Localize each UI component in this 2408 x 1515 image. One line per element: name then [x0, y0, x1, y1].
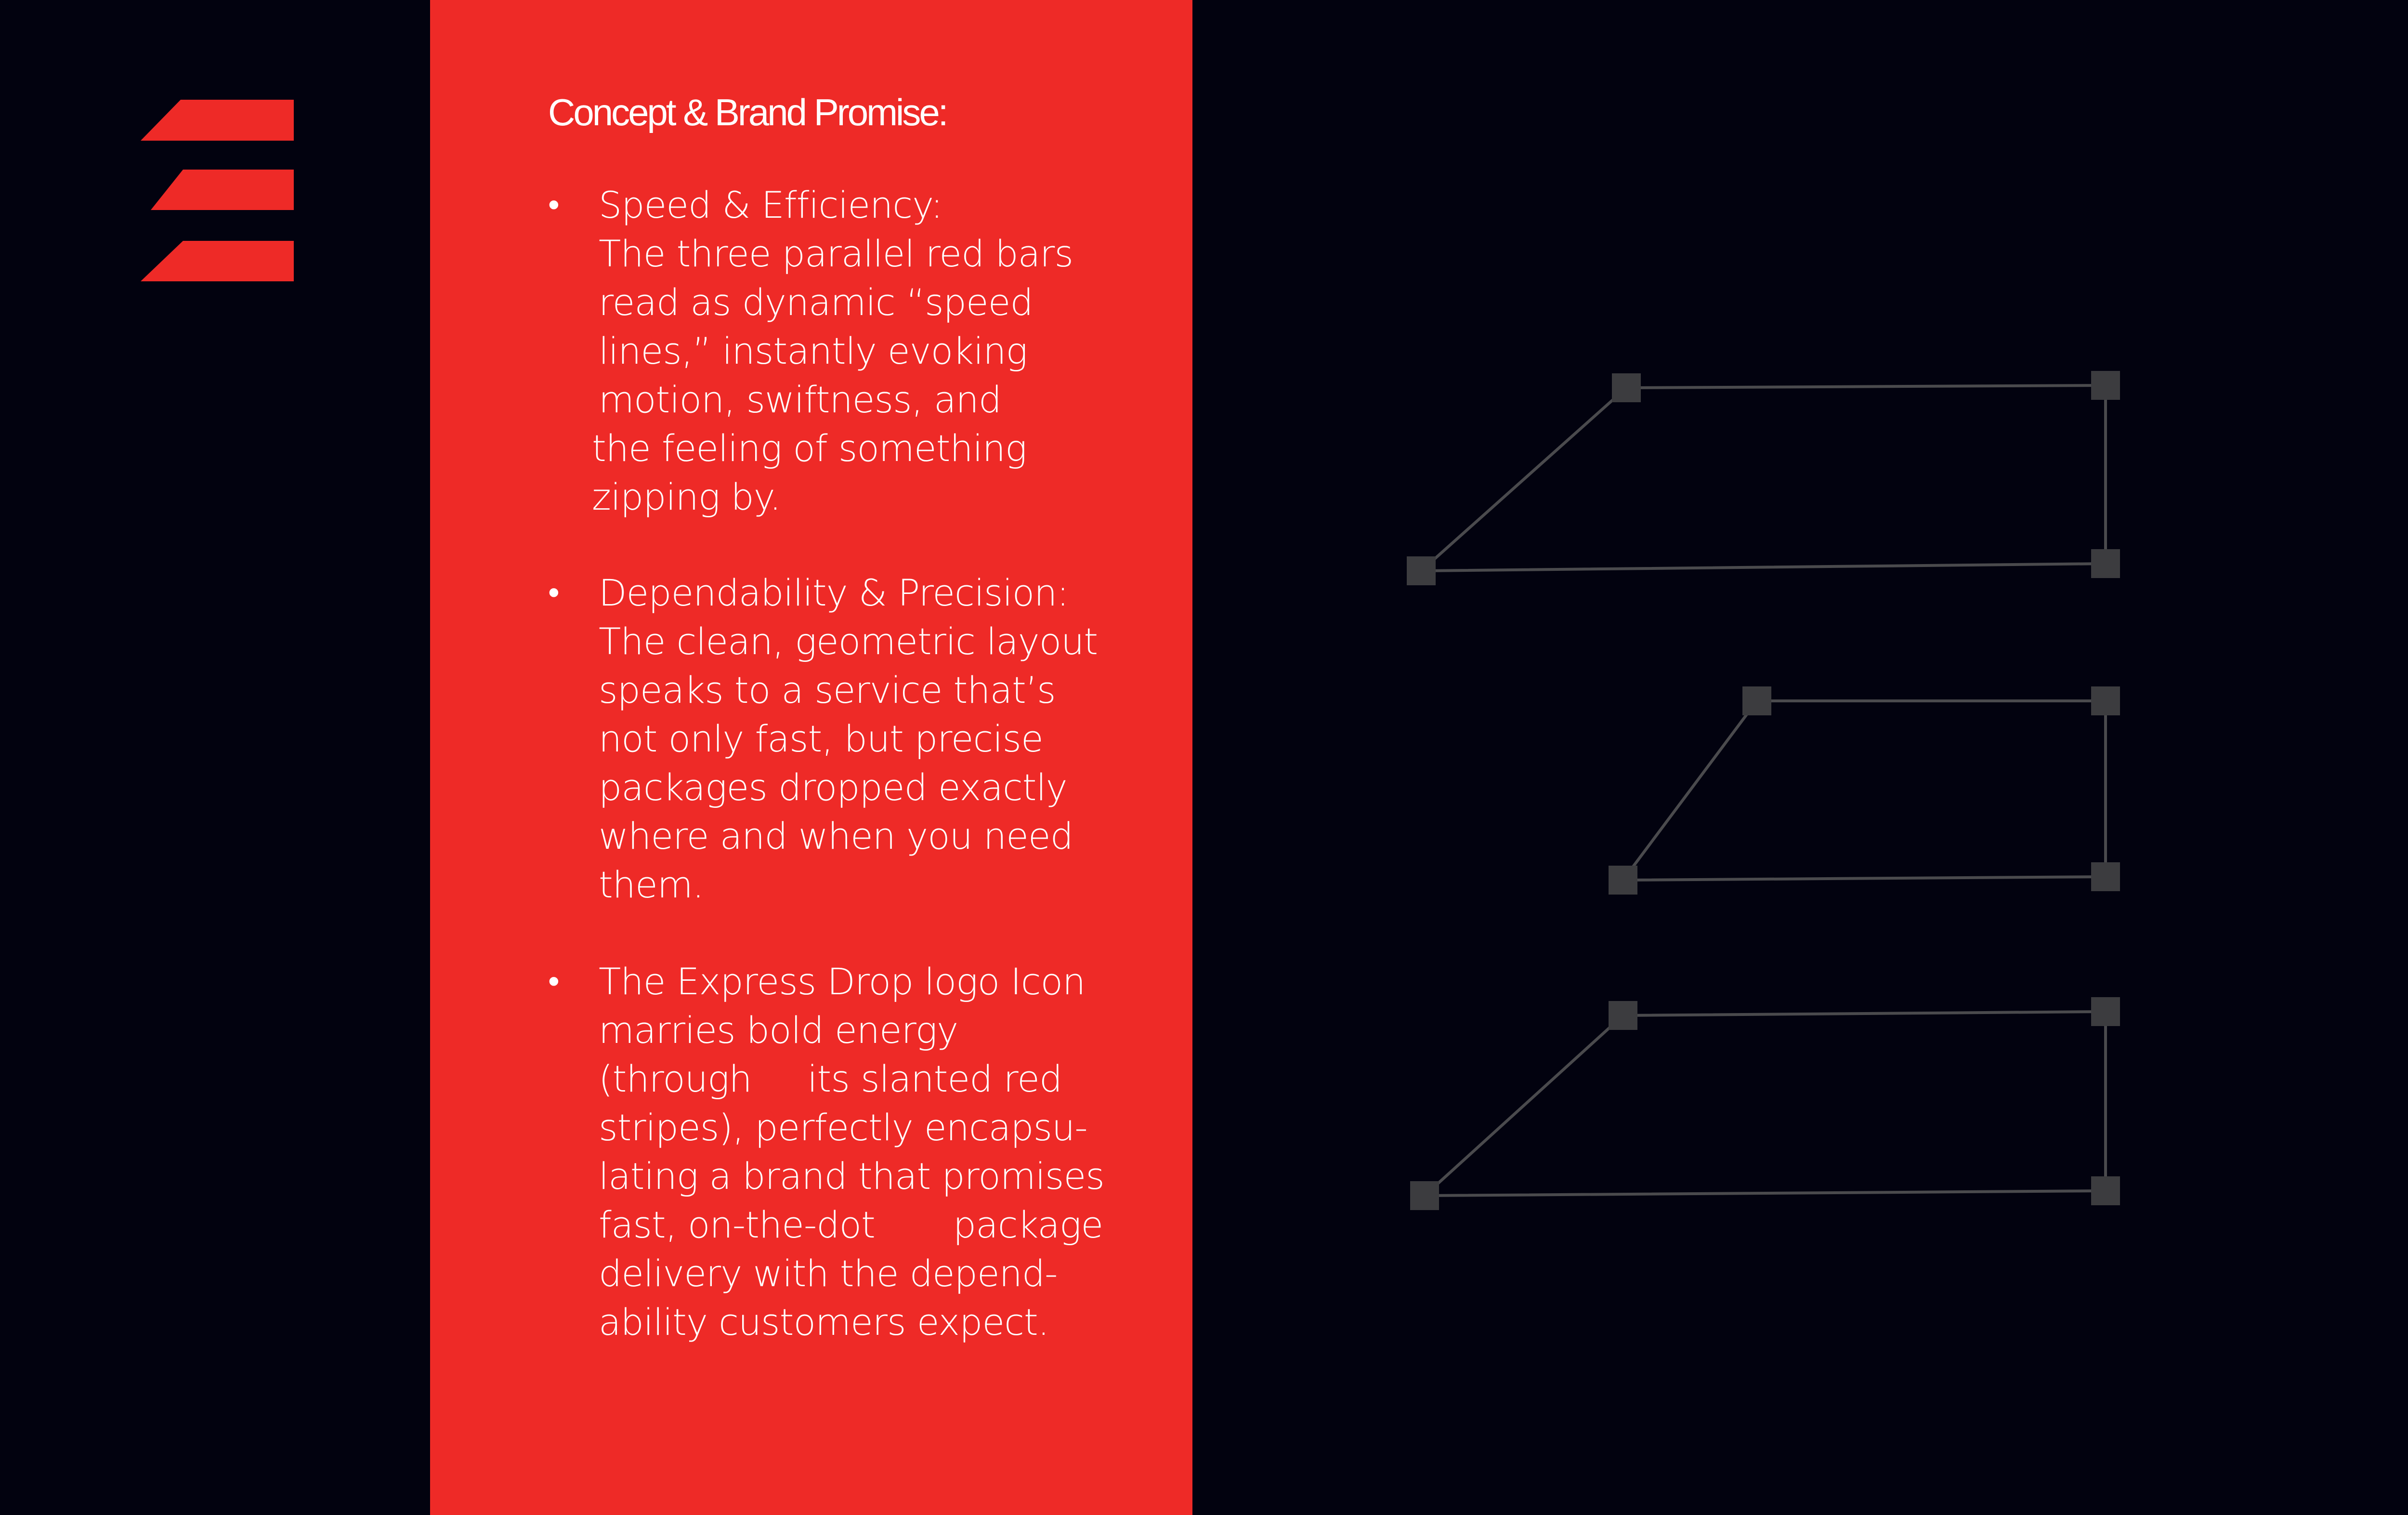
bullet-line: lating a brand that promises [599, 1155, 1104, 1198]
logo-bar-top [141, 100, 294, 141]
bullet-dependability-precision [548, 568, 1184, 909]
bullet-dot: • [548, 186, 559, 224]
bullet-line: (through its slanted red [599, 1057, 1062, 1100]
bullet-line: ability customers expect. [599, 1301, 1049, 1344]
bullet-line: The Express Drop logo Icon [599, 960, 1086, 1003]
bullet-line: delivery with the depend- [599, 1252, 1058, 1295]
bullet-line: read as dynamic “speed [599, 281, 1033, 324]
bullet-line: motion, swiftness, and [599, 378, 1001, 421]
concept-panel [430, 0, 1192, 1515]
bullet-line: stripes), perfectly encapsu- [599, 1106, 1087, 1149]
bullet-line: not only fast, but precise [599, 717, 1043, 760]
bullet-line: zipping by. [592, 475, 781, 518]
logo-bar-middle [151, 170, 294, 210]
bullet-line: packages dropped exactly [599, 766, 1067, 809]
wireframe-bar-top [1421, 385, 2106, 571]
bullet-line: speaks to a service that’s [599, 669, 1056, 711]
bullet-line: Dependability & Precision: [599, 571, 1069, 614]
bullet-speed-efficiency [548, 181, 1184, 521]
bullet-dot: • [548, 574, 559, 612]
logo-construction-grid-icon [1397, 356, 2138, 1224]
wireframe-bar-bottom [1425, 1012, 2106, 1196]
bullet-logo-icon-summary [548, 957, 1184, 1346]
bullet-line: The clean, geometric layout [599, 620, 1098, 663]
panel-heading: Concept & Brand Promise: [548, 91, 947, 133]
bullet-dot: • [548, 962, 559, 1001]
wireframe-anchor-points [1407, 371, 2120, 1210]
bullet-line: The three parallel red bars [599, 232, 1073, 275]
bullet-line: where and when you need [599, 815, 1073, 857]
logo-bar-bottom [141, 241, 294, 281]
bullet-line: lines,” instantly evoking [599, 329, 1028, 372]
bullet-line: them. [599, 863, 704, 906]
bullet-line: the feeling of something [592, 427, 1027, 470]
bullet-line: fast, on-the-dot package [599, 1203, 1103, 1246]
bullet-line: Speed & Efficiency: [599, 184, 943, 226]
wireframe-bar-middle [1623, 701, 2106, 880]
brand-logo-icon [135, 94, 299, 289]
bullet-line: marries bold energy [599, 1009, 958, 1052]
